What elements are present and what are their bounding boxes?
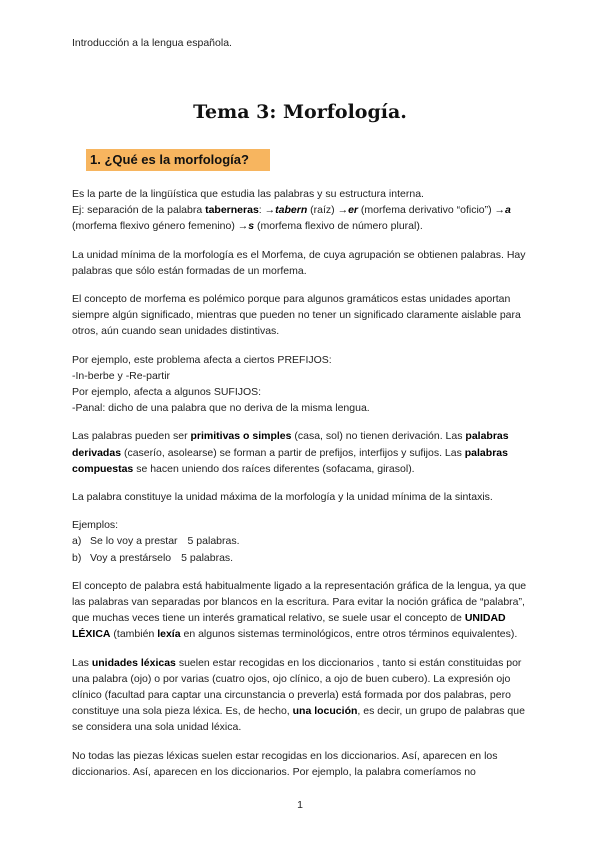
paragraph-prefijos-sufijos: [72, 352, 528, 417]
paragraph-unidad-maxima: La palabra constituye la unidad máxima de la morfología y la unidad mínima de la sintaxis.: [72, 491, 493, 504]
examples-list: [72, 533, 528, 565]
bold-term: lexía: [157, 628, 181, 641]
bold-term: palabras compuestas: [72, 446, 508, 475]
document-body: [72, 186, 528, 792]
page-number: 1: [297, 799, 303, 811]
derivative-label: (morfema derivativo “oficio”): [358, 204, 495, 217]
list-item: [72, 550, 528, 566]
example-text: Ej: separación de la palabra: [72, 204, 206, 217]
definition-text: Es la parte de la lingüística que estudia las palabras y su estructura interna.: [72, 188, 424, 200]
arrow-icon: →: [237, 220, 249, 233]
text-run: Las: [72, 656, 92, 669]
page-header: Introducción a la lengua española.: [72, 37, 232, 49]
text-run: , es decir, un grupo de palabras que se considera una sola unidad léxica.: [72, 705, 525, 734]
text-run: (también: [110, 628, 158, 641]
bold-term: una locución: [292, 705, 358, 718]
bold-term: UNIDAD LÉXICA: [72, 612, 506, 641]
text-run: (casa, sol) no tienen derivación. Las: [291, 430, 466, 443]
text-run: (caserío, asolearse) se forman a partir de prefijos, interfijos y sufijos. Las: [121, 446, 465, 459]
text-run: El concepto de palabra está habitualmente ligado a la representación gráfica de la lengua, ya que las palabras van separadas por blancos en la escritura. Para evitar la noción gráfica de “palabra”, que muchas veces tiene un interés gramatical relativo, se suele usar el concepto de: [72, 579, 527, 625]
arrow-icon: →: [494, 204, 506, 217]
bold-term: unidades léxicas: [91, 656, 176, 669]
list-item: [72, 533, 528, 549]
section-heading: 1. ¿Qué es la morfología?: [86, 149, 270, 171]
paragraph-concepto-palabra: [72, 578, 528, 643]
bold-term: palabras derivadas: [72, 430, 509, 459]
bold-term: primitivas o simples: [190, 430, 292, 443]
text-run: en algunos sistemas terminológicos, entre otros términos equivalentes).: [180, 628, 518, 641]
paragraph-concepto-morfema: El concepto de morfema es polémico porque para algunos gramáticos estas unidades aportan siempre algún significado, mientras que pueden no tener un significado claramente aislable para otros, aún cuando sean unidades distintivas.: [72, 293, 521, 338]
number-label: (morfema flexivo de número plural).: [254, 220, 423, 233]
paragraph-definition: [72, 186, 528, 235]
derivative-morpheme: er: [348, 204, 359, 217]
arrow-icon: →: [264, 204, 276, 217]
example-colon: :: [258, 204, 265, 217]
paragraph-piezas-lexicas: No todas las piezas léxicas suelen estar recogidas en los diccionarios. Así, aparecen en los diccionarios. Así, aparecen en los diccionarios. Por ejemplo, la palabra comeríamos no: [72, 749, 498, 778]
example-sentence: Se lo voy a prestar: [90, 535, 178, 548]
root-label: (raíz): [307, 204, 338, 217]
paragraph-unidades-lexicas: [72, 655, 528, 736]
gender-label: (morfema flexivo género femenino): [72, 220, 238, 233]
arrow-icon: →: [337, 204, 349, 217]
word-count: 5 palabras.: [181, 551, 234, 564]
root-morpheme: tabern: [275, 204, 308, 217]
gender-morpheme: a: [505, 204, 511, 217]
paragraph-morfema: La unidad mínima de la morfología es el Morfema, de cuya agrupación se obtienen palabras. Hay palabras que sólo están formadas de un morfema.: [72, 248, 526, 277]
text-run: se hacen uniendo dos raíces diferentes (sofacama, girasol).: [133, 462, 415, 475]
text-run: suelen estar recogidas en los diccionarios , tanto si están constituidas por una palabra (ojo) o por varias (cuatro ojos, ojo clínico, a ojo de buen cubero). La expresión ojo clínico (facultad para captar una circunstancia o preverla) está formada por dos palabras, pero constituye una sola pieza léxica. Es, de hecho,: [72, 656, 522, 718]
word-count: 5 palabras.: [187, 535, 240, 548]
example-sentence: Voy a prestárselo: [90, 551, 172, 564]
paragraph-tipos-palabras: [72, 428, 528, 477]
examples-label: Ejemplos:: [72, 519, 119, 532]
sufijos-line: Por ejemplo, afecta a algunos SUFIJOS:: [72, 386, 262, 399]
page-title: Tema 3: Morfología.: [193, 101, 407, 123]
text-run: Las palabras pueden ser: [72, 430, 191, 443]
prefijos-example: -In-berbe y -Re-partir: [72, 369, 171, 382]
example-word: taberneras: [205, 204, 259, 217]
prefijos-line: Por ejemplo, este problema afecta a ciertos PREFIJOS:: [72, 353, 332, 366]
sufijos-example: -Panal: dicho de una palabra que no deriva de la misma lengua.: [72, 402, 370, 415]
list-marker: b): [72, 551, 82, 564]
list-marker: a): [72, 535, 82, 548]
number-morpheme: s: [248, 220, 255, 233]
